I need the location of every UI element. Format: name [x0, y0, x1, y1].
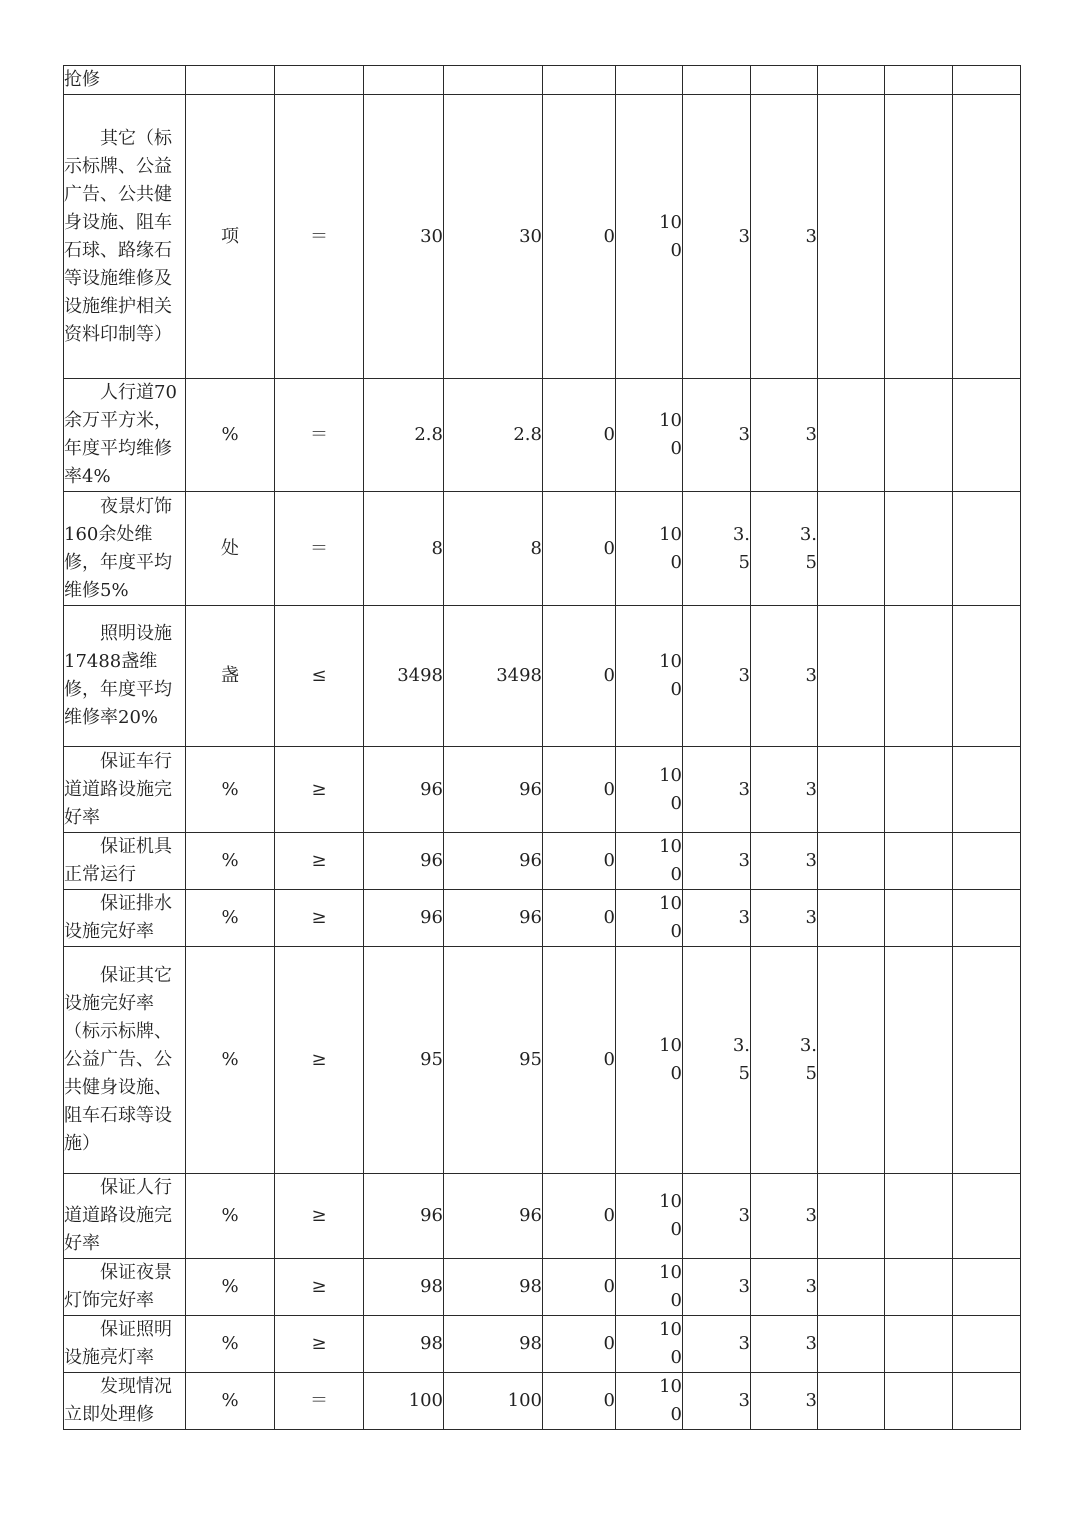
score-cell: 3: [751, 379, 818, 492]
empty-cell: [885, 1373, 953, 1430]
table-row: [64, 379, 1021, 492]
diff-cell: 0: [543, 747, 616, 833]
indicator-name: 夜景灯饰160余处维修，年度平均维修5%: [64, 492, 186, 606]
table-row: [64, 947, 1021, 1174]
rate-cell: 10 0: [616, 947, 683, 1174]
score-cell: 3: [751, 1259, 818, 1316]
operator-cell: ≤: [275, 606, 364, 747]
rate-cell: [616, 66, 683, 95]
diff-cell: 0: [543, 95, 616, 379]
indicator-name: 保证机具正常运行: [64, 833, 186, 890]
indicator-name: 保证照明设施亮灯率: [64, 1316, 186, 1373]
actual-cell: 8: [444, 492, 543, 606]
empty-cell: [885, 95, 953, 379]
weight-cell: 3: [683, 1174, 751, 1259]
empty-cell: [953, 833, 1021, 890]
empty-cell: [885, 1174, 953, 1259]
empty-cell: [818, 947, 885, 1174]
rate-cell: 10 0: [616, 492, 683, 606]
indicator-name: 保证排水设施完好率: [64, 890, 186, 947]
empty-cell: [953, 492, 1021, 606]
operator-cell: ＝: [275, 1373, 364, 1430]
indicator-name: 发现情况立即处理修: [64, 1373, 186, 1430]
target-cell: 2.8: [364, 379, 444, 492]
weight-cell: 3: [683, 1373, 751, 1430]
unit-cell: %: [186, 1259, 275, 1316]
rate-cell: 10 0: [616, 1174, 683, 1259]
weight-cell: 3. 5: [683, 947, 751, 1174]
unit-cell: %: [186, 379, 275, 492]
unit-cell: [186, 66, 275, 95]
rate-cell: 10 0: [616, 833, 683, 890]
unit-cell: %: [186, 1373, 275, 1430]
rate-cell: 10 0: [616, 1316, 683, 1373]
empty-cell: [818, 1259, 885, 1316]
operator-cell: ＝: [275, 379, 364, 492]
empty-cell: [953, 1373, 1021, 1430]
rate-cell: 10 0: [616, 890, 683, 947]
operator-cell: ≥: [275, 1259, 364, 1316]
empty-cell: [818, 606, 885, 747]
empty-cell: [818, 95, 885, 379]
weight-cell: 3: [683, 95, 751, 379]
empty-cell: [818, 66, 885, 95]
empty-cell: [953, 747, 1021, 833]
table-row: [64, 1373, 1021, 1430]
actual-cell: 98: [444, 1316, 543, 1373]
empty-cell: [818, 492, 885, 606]
actual-cell: 3498: [444, 606, 543, 747]
weight-cell: [683, 66, 751, 95]
weight-cell: 3: [683, 379, 751, 492]
weight-cell: 3: [683, 1316, 751, 1373]
target-cell: 96: [364, 833, 444, 890]
unit-cell: 盏: [186, 606, 275, 747]
score-cell: 3. 5: [751, 947, 818, 1174]
empty-cell: [953, 1174, 1021, 1259]
diff-cell: 0: [543, 492, 616, 606]
empty-cell: [885, 379, 953, 492]
table-row: [64, 492, 1021, 606]
actual-cell: 96: [444, 747, 543, 833]
weight-cell: 3. 5: [683, 492, 751, 606]
operator-cell: ≥: [275, 890, 364, 947]
empty-cell: [885, 747, 953, 833]
target-cell: 96: [364, 1174, 444, 1259]
empty-cell: [818, 1373, 885, 1430]
empty-cell: [818, 379, 885, 492]
diff-cell: 0: [543, 1259, 616, 1316]
target-cell: 30: [364, 95, 444, 379]
score-cell: [751, 66, 818, 95]
unit-cell: %: [186, 1316, 275, 1373]
indicator-name: 保证车行道道路设施完好率: [64, 747, 186, 833]
empty-cell: [818, 1174, 885, 1259]
target-cell: [364, 66, 444, 95]
operator-cell: ≥: [275, 747, 364, 833]
operator-cell: ≥: [275, 833, 364, 890]
empty-cell: [885, 1259, 953, 1316]
actual-cell: 100: [444, 1373, 543, 1430]
operator-cell: ＝: [275, 95, 364, 379]
target-cell: 96: [364, 890, 444, 947]
indicator-name: 保证夜景灯饰完好率: [64, 1259, 186, 1316]
diff-cell: 0: [543, 1316, 616, 1373]
target-cell: 96: [364, 747, 444, 833]
unit-cell: %: [186, 947, 275, 1174]
actual-cell: 2.8: [444, 379, 543, 492]
empty-cell: [818, 1316, 885, 1373]
target-cell: 98: [364, 1259, 444, 1316]
table-row: [64, 95, 1021, 379]
table-row: [64, 890, 1021, 947]
diff-cell: 0: [543, 833, 616, 890]
indicator-name: 保证人行道道路设施完好率: [64, 1174, 186, 1259]
empty-cell: [818, 833, 885, 890]
rate-cell: 10 0: [616, 379, 683, 492]
operator-cell: ≥: [275, 1174, 364, 1259]
actual-cell: 30: [444, 95, 543, 379]
table-row: [64, 66, 1021, 95]
indicator-name: 其它（标示标牌、公益广告、公共健身设施、阻车石球、路缘石等设施维修及设施维护相关资料印制等）: [64, 95, 186, 379]
target-cell: 95: [364, 947, 444, 1174]
target-cell: 3498: [364, 606, 444, 747]
table-row: [64, 606, 1021, 747]
empty-cell: [953, 606, 1021, 747]
rate-cell: 10 0: [616, 1259, 683, 1316]
diff-cell: 0: [543, 606, 616, 747]
actual-cell: 95: [444, 947, 543, 1174]
performance-table: [63, 65, 1021, 1430]
empty-cell: [885, 890, 953, 947]
weight-cell: 3: [683, 833, 751, 890]
empty-cell: [885, 833, 953, 890]
score-cell: 3: [751, 890, 818, 947]
weight-cell: 3: [683, 1259, 751, 1316]
operator-cell: ＝: [275, 492, 364, 606]
score-cell: 3: [751, 95, 818, 379]
actual-cell: 98: [444, 1259, 543, 1316]
target-cell: 100: [364, 1373, 444, 1430]
empty-cell: [885, 1316, 953, 1373]
table-row: [64, 833, 1021, 890]
empty-cell: [953, 379, 1021, 492]
actual-cell: 96: [444, 833, 543, 890]
score-cell: 3: [751, 606, 818, 747]
score-cell: 3. 5: [751, 492, 818, 606]
indicator-name: 人行道70余万平方米，年度平均维修率4%: [64, 379, 186, 492]
empty-cell: [953, 1259, 1021, 1316]
weight-cell: 3: [683, 890, 751, 947]
actual-cell: 96: [444, 890, 543, 947]
empty-cell: [818, 747, 885, 833]
score-cell: 3: [751, 833, 818, 890]
indicator-name: 抢修: [64, 66, 186, 95]
target-cell: 8: [364, 492, 444, 606]
unit-cell: %: [186, 747, 275, 833]
score-cell: 3: [751, 1174, 818, 1259]
operator-cell: ≥: [275, 1316, 364, 1373]
diff-cell: 0: [543, 379, 616, 492]
score-cell: 3: [751, 747, 818, 833]
actual-cell: 96: [444, 1174, 543, 1259]
empty-cell: [885, 606, 953, 747]
rate-cell: 10 0: [616, 747, 683, 833]
table-row: [64, 1174, 1021, 1259]
target-cell: 98: [364, 1316, 444, 1373]
unit-cell: 项: [186, 95, 275, 379]
operator-cell: [275, 66, 364, 95]
actual-cell: [444, 66, 543, 95]
operator-cell: ≥: [275, 947, 364, 1174]
rate-cell: 10 0: [616, 1373, 683, 1430]
empty-cell: [953, 66, 1021, 95]
indicator-name: 保证其它设施完好率（标示标牌、公益广告、公共健身设施、阻车石球等设施）: [64, 947, 186, 1174]
empty-cell: [885, 492, 953, 606]
weight-cell: 3: [683, 747, 751, 833]
score-cell: 3: [751, 1373, 818, 1430]
empty-cell: [818, 890, 885, 947]
score-cell: 3: [751, 1316, 818, 1373]
empty-cell: [953, 1316, 1021, 1373]
table-row: [64, 1316, 1021, 1373]
diff-cell: 0: [543, 890, 616, 947]
empty-cell: [953, 947, 1021, 1174]
indicator-name: 照明设施17488盏维修，年度平均维修率20%: [64, 606, 186, 747]
diff-cell: 0: [543, 947, 616, 1174]
diff-cell: 0: [543, 1373, 616, 1430]
unit-cell: 处: [186, 492, 275, 606]
unit-cell: %: [186, 833, 275, 890]
rate-cell: 10 0: [616, 95, 683, 379]
table-row: [64, 747, 1021, 833]
empty-cell: [953, 95, 1021, 379]
rate-cell: 10 0: [616, 606, 683, 747]
table-row: [64, 1259, 1021, 1316]
empty-cell: [885, 947, 953, 1174]
empty-cell: [953, 890, 1021, 947]
unit-cell: %: [186, 890, 275, 947]
unit-cell: %: [186, 1174, 275, 1259]
empty-cell: [885, 66, 953, 95]
diff-cell: [543, 66, 616, 95]
weight-cell: 3: [683, 606, 751, 747]
diff-cell: 0: [543, 1174, 616, 1259]
